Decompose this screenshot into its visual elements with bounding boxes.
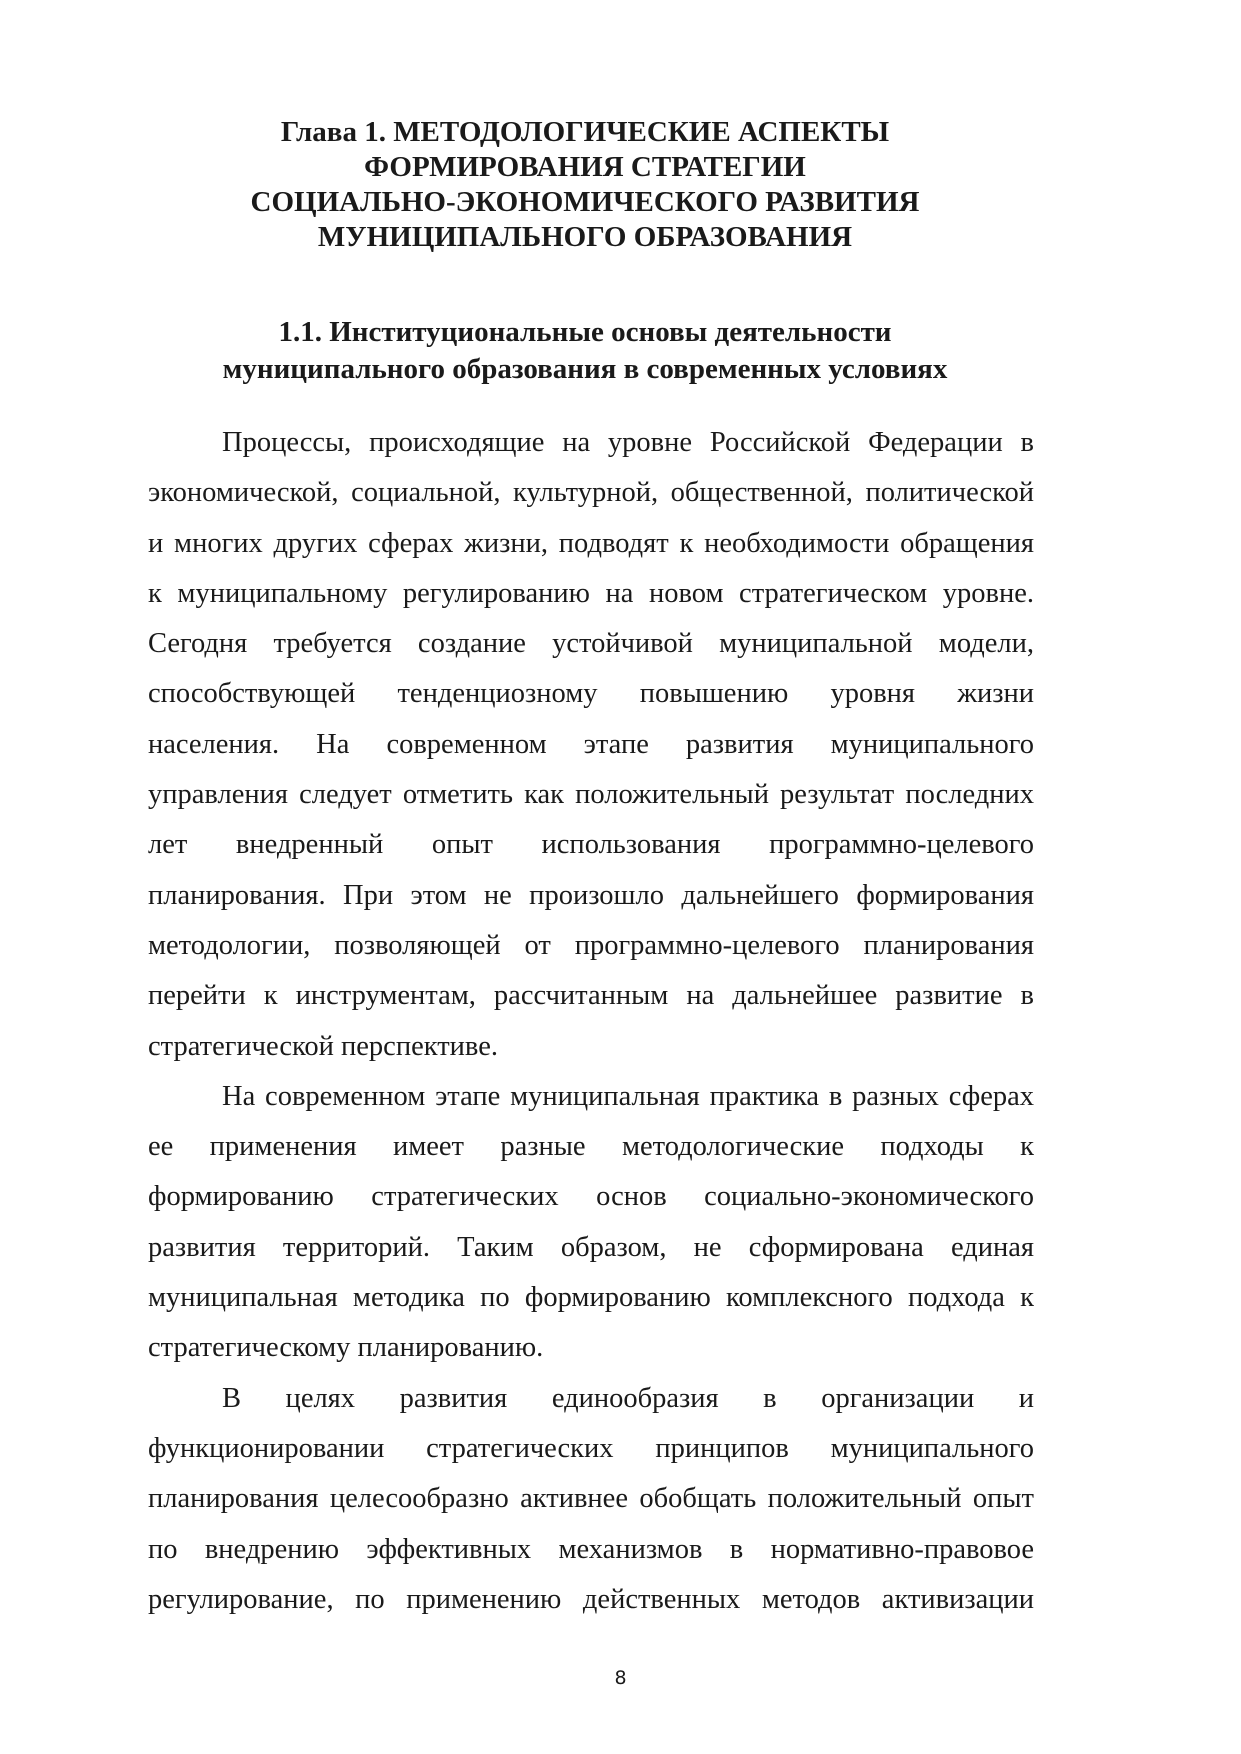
- text-line: перейти к инструментам, рассчитанным на дальнейшее развитие в: [148, 980, 1034, 1012]
- section-title-line: 1.1. Институциональные основы деятельности: [278, 316, 892, 348]
- text-line: управления следует отметить как положительный результат последних: [148, 779, 1034, 811]
- chapter-title-line: ФОРМИРОВАНИЯ СТРАТЕГИИ: [364, 151, 806, 183]
- text-line: к муниципальному регулированию на новом стратегическом уровне.: [148, 577, 1034, 609]
- paragraph-2: [148, 1072, 1034, 1374]
- text-line: муниципальная методика по формированию комплексного подхода к: [148, 1282, 1034, 1314]
- text-line: стратегическому планированию.: [148, 1332, 544, 1364]
- text-line: планирования. При этом не произошло дальнейшего формирования: [148, 879, 1034, 911]
- text-line: лет внедренный опыт использования программно-целевого: [148, 829, 1034, 861]
- chapter-title-line: МУНИЦИПАЛЬНОГО ОБРАЗОВАНИЯ: [317, 221, 853, 253]
- paragraph-1: [148, 418, 1034, 1072]
- text-line: Процессы, происходящие на уровне Российской Федерации в: [222, 427, 1034, 458]
- section-title-line: муниципального образования в современных условиях: [222, 353, 948, 385]
- text-line: планирования целесообразно активнее обобщать положительный опыт: [148, 1483, 1034, 1515]
- chapter-title-line: СОЦИАЛЬНО-ЭКОНОМИЧЕСКОГО РАЗВИТИЯ: [250, 186, 920, 218]
- text-line: способствующей тенденциозному повышению уровня жизни: [148, 678, 1034, 710]
- text-line: по внедрению эффективных механизмов в нормативно-правовое: [148, 1533, 1034, 1565]
- page-number: 8: [614, 1667, 627, 1689]
- text-line: экономической, социальной, культурной, общественной, политической: [148, 477, 1034, 509]
- text-line: формированию стратегических основ социально-экономического: [148, 1181, 1034, 1213]
- text-line: функционировании стратегических принципов муниципального: [148, 1432, 1034, 1464]
- chapter-title: [150, 115, 1020, 255]
- text-line: регулирование, по применению действенных методов активизации: [148, 1583, 1034, 1615]
- chapter-title-line: Глава 1. МЕТОДОЛОГИЧЕСКИЕ АСПЕКТЫ: [280, 116, 890, 148]
- paragraph-3: [148, 1374, 1034, 1625]
- text-line: На современном этапе муниципальная практика в разных сферах: [222, 1080, 1034, 1112]
- text-line: развития территорий. Таким образом, не сформирована единая: [148, 1231, 1034, 1263]
- section-title: [150, 314, 1020, 388]
- text-line: В целях развития единообразия в организации и: [222, 1382, 1034, 1414]
- text-line: стратегической перспективе.: [148, 1030, 498, 1062]
- text-line: Сегодня требуется создание устойчивой муниципальной модели,: [148, 628, 1034, 660]
- text-line: населения. На современном этапе развития муниципального: [148, 728, 1034, 760]
- text-line: и многих других сферах жизни, подводят к необходимости обращения: [148, 527, 1034, 559]
- text-line: методологии, позволяющей от программно-целевого планирования: [148, 929, 1034, 961]
- text-line: ее применения имеет разные методологические подходы к: [148, 1131, 1034, 1163]
- body-text: [148, 418, 1034, 1625]
